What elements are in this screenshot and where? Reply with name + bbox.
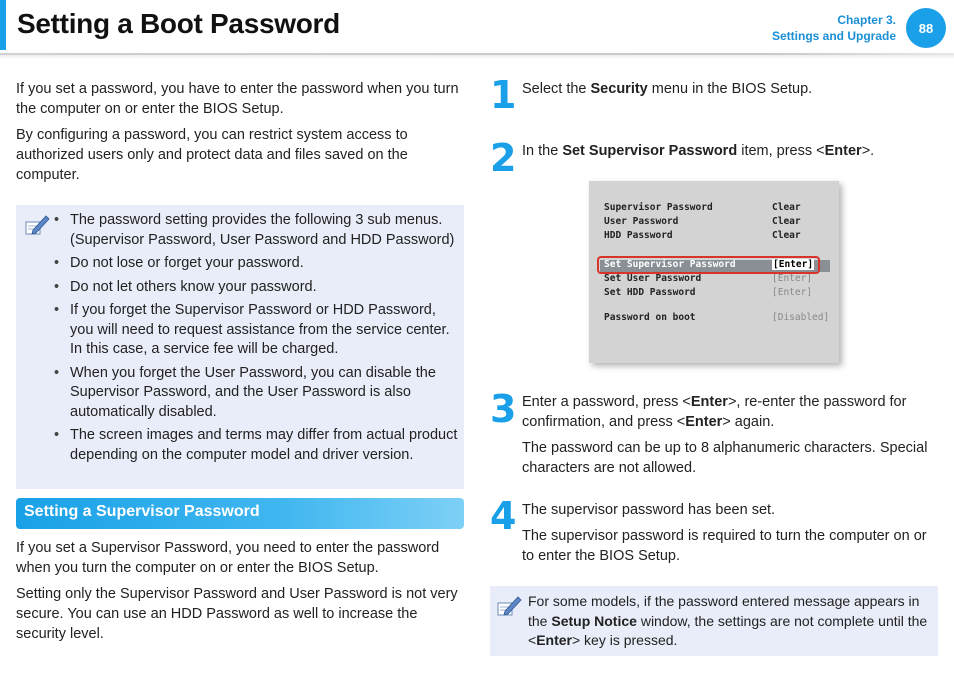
title-accent-bar bbox=[0, 0, 6, 50]
bios-row bbox=[604, 312, 829, 326]
header-rule-shadow bbox=[0, 55, 954, 59]
section-paragraph-2: Setting only the Supervisor Password and User Password is not very secure. You can use an HDD Password as well to increase the security level. bbox=[16, 586, 458, 642]
step-4-extra: The supervisor password is required to turn the computer on or to enter the BIOS Setup. bbox=[522, 528, 927, 564]
notes-list bbox=[70, 211, 458, 469]
note-text-part: window, the settings are not complete until the < bbox=[528, 612, 928, 648]
bios-row-value: [Enter] bbox=[772, 273, 813, 284]
bios-row-value: Clear bbox=[772, 202, 801, 213]
section-title: Setting a Supervisor Password bbox=[24, 503, 260, 520]
bios-row-label: Supervisor Password bbox=[604, 202, 713, 213]
step-text-part: Enter a password, press < bbox=[522, 394, 691, 410]
step-number: 4 bbox=[490, 494, 517, 538]
setup-notice-text bbox=[528, 592, 928, 651]
chapter-label bbox=[772, 12, 896, 44]
step-text-part: > again. bbox=[722, 414, 775, 430]
step-text-part: In the bbox=[522, 143, 563, 159]
chapter-name: Settings and Upgrade bbox=[771, 29, 896, 43]
note-item: • Do not lose or forget your password. bbox=[70, 254, 458, 274]
note-item: • Do not let others know your password. bbox=[70, 278, 458, 298]
bios-row-value: [Disabled] bbox=[772, 312, 830, 323]
bios-row-label: HDD Password bbox=[604, 230, 673, 241]
bios-row-label: User Password bbox=[604, 216, 679, 227]
chapter-number: Chapter 3. bbox=[837, 13, 896, 27]
note-text-bold: Setup Notice bbox=[551, 612, 637, 629]
bios-screenshot bbox=[589, 181, 839, 363]
step-2-text bbox=[522, 141, 942, 161]
bios-row-label: Set HDD Password bbox=[604, 287, 696, 298]
page-title: Setting a Boot Password bbox=[17, 8, 340, 39]
bios-row bbox=[604, 287, 829, 301]
step-text-bold: Set Supervisor Password bbox=[562, 143, 738, 159]
bios-row-value: Clear bbox=[772, 230, 801, 241]
note-text-part: For some models, if the password entered message appears in the bbox=[528, 593, 920, 629]
note-text-bold: Enter bbox=[536, 632, 572, 648]
section-paragraph-1: If you set a Supervisor Password, you need to enter the password when you turn the computer on or enter the BIOS Setup. bbox=[16, 540, 440, 576]
bios-row-label: Set User Password bbox=[604, 273, 702, 284]
bios-row-label: Password on boot bbox=[604, 312, 696, 323]
step-1-text bbox=[522, 79, 942, 99]
step-text-part: >, re-enter the password for confirmation, and press < bbox=[522, 394, 907, 430]
step-text-part: menu in the BIOS Setup. bbox=[647, 81, 813, 97]
bios-row bbox=[604, 273, 829, 287]
bios-row bbox=[604, 230, 829, 244]
intro-paragraph-2: By configuring a password, you can restrict system access to authorized users only and protect data and files saved on the computer. bbox=[16, 127, 408, 183]
bios-highlight-box bbox=[597, 256, 820, 274]
step-4-text: The supervisor password has been set. bbox=[522, 502, 776, 518]
note-item: • If you forget the Supervisor Password or HDD Password, you will need to request assistance from the service center. In this case, a service fee will be charged. bbox=[70, 301, 458, 360]
note-item: • The password setting provides the following 3 sub menus. (Supervisor Password, User Password and HDD Password) bbox=[70, 211, 458, 250]
step-number: 3 bbox=[490, 387, 517, 431]
step-text-bold: Enter bbox=[690, 394, 728, 410]
step-number: 1 bbox=[490, 73, 517, 117]
section-header bbox=[16, 498, 464, 529]
bios-row-value: [Enter] bbox=[773, 259, 814, 270]
step-text-part: Select the bbox=[522, 81, 591, 97]
step-text-part: >. bbox=[861, 143, 875, 159]
bios-row-value: Clear bbox=[772, 216, 801, 227]
notes-box bbox=[16, 205, 464, 489]
pencil-note-icon bbox=[496, 594, 522, 618]
note-item: • The screen images and terms may differ from actual product depending on the computer model and driver version. bbox=[70, 426, 458, 465]
step-text-bold: Enter bbox=[685, 414, 723, 430]
step-text-bold: Security bbox=[590, 81, 648, 97]
note-item: • When you forget the User Password, you can disable the Supervisor Password, and the User Password is also automatically disabled. bbox=[70, 364, 458, 423]
page-number-badge: 88 bbox=[906, 8, 946, 48]
pencil-note-icon bbox=[24, 213, 50, 237]
step-text-bold: Enter bbox=[824, 143, 862, 159]
bios-row bbox=[604, 216, 829, 230]
step-text-part: item, press < bbox=[737, 143, 825, 159]
bios-row bbox=[604, 202, 829, 216]
bios-row-value: [Enter] bbox=[772, 287, 813, 298]
bios-row-label: Set Supervisor Password bbox=[604, 259, 736, 270]
intro-paragraph-1: If you set a password, you have to enter the password when you turn the computer on or enter the BIOS Setup. bbox=[16, 81, 459, 117]
step-3-extra: The password can be up to 8 alphanumeric characters. Special characters are not allowed. bbox=[522, 440, 928, 476]
step-3-text bbox=[522, 392, 942, 432]
step-number: 2 bbox=[490, 136, 517, 180]
note-text-part: > key is pressed. bbox=[571, 632, 678, 648]
setup-notice-box bbox=[490, 586, 938, 656]
